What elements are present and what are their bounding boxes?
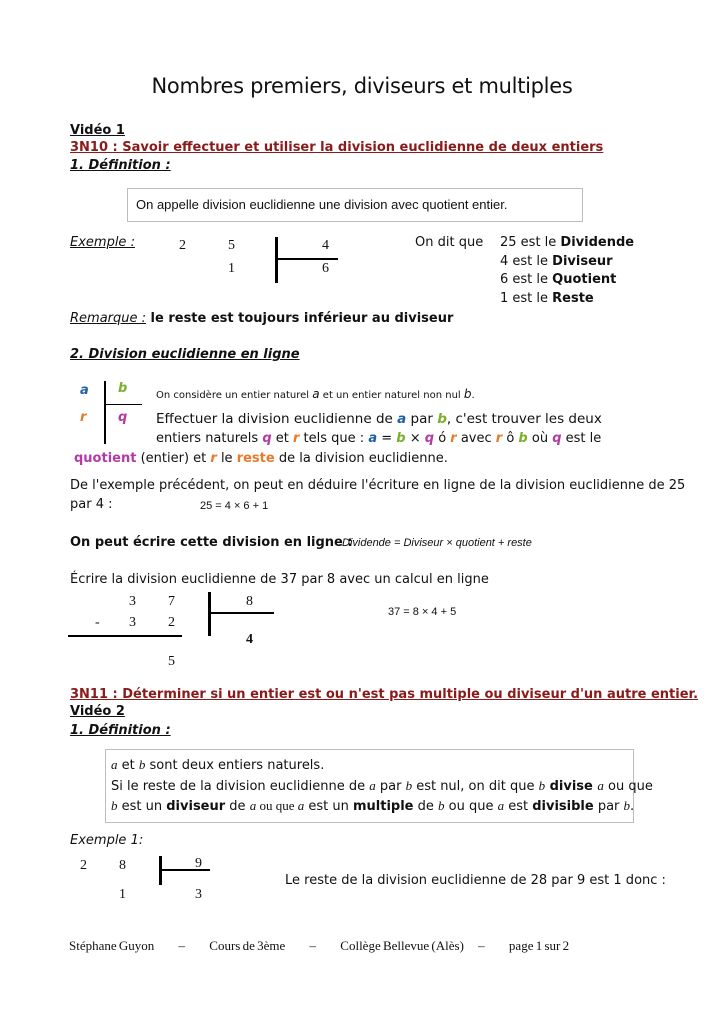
considere-text: On considère un entier naturel a et un entier naturel non nul b. bbox=[156, 387, 475, 401]
definition-box-2 bbox=[105, 749, 653, 823]
effectuer-line-3: quotient (entier) et r le reste de la division euclidienne. bbox=[74, 451, 448, 466]
divisor: 9 bbox=[195, 856, 202, 871]
term-reste: 1 est le Reste bbox=[500, 291, 594, 306]
dividend-digit: 3 bbox=[129, 594, 136, 609]
footer-course: Cours de 3ème bbox=[209, 938, 286, 953]
definition-text: On appelle division euclidienne une division avec quotient entier. bbox=[136, 197, 508, 212]
schema-bar-vertical bbox=[104, 381, 106, 444]
effectuer-line-1: Effectuer la division euclidienne de a par b, c'est trouver les deux bbox=[156, 411, 602, 427]
term-quotient: 6 est le Quotient bbox=[500, 272, 617, 287]
schema-b: b bbox=[118, 381, 128, 396]
objective-3n10-heading: 3N10 : Savoir effectuer et utiliser la division euclidienne de deux entiers bbox=[70, 140, 604, 155]
formula-25: 25 = 4 × 6 + 1 bbox=[200, 500, 269, 512]
footer-school: Collège Bellevue (Alès) bbox=[340, 938, 464, 953]
schema-bar-horizontal bbox=[105, 404, 142, 405]
page-title: Nombres premiers, diviseurs et multiples bbox=[151, 74, 573, 98]
subtrahend-digit: 3 bbox=[129, 615, 136, 630]
remainder: 1 bbox=[119, 887, 126, 902]
quotient: 4 bbox=[246, 632, 253, 647]
definition-heading-1: 1. Définition : bbox=[70, 158, 171, 173]
footer-separator: – bbox=[309, 938, 317, 953]
formula-37: 37 = 8 × 4 + 5 bbox=[388, 606, 457, 618]
term-diviseur: 4 est le Diviseur bbox=[500, 254, 613, 269]
objective-3n11-heading: 3N11 : Déterminer si un entier est ou n'est pas multiple ou diviseur d'un autre entier. bbox=[70, 687, 699, 702]
remarque-text: le reste est toujours inférieur au diviseur bbox=[146, 311, 454, 326]
def-line-2: Si le reste de la division euclidienne de a par b est nul, on dit que b divise a ou que bbox=[111, 778, 653, 794]
term-dividende: 25 est le Dividende bbox=[500, 235, 635, 250]
division-bar-horizontal bbox=[160, 869, 210, 871]
footer-author: Stéphane Guyon bbox=[69, 938, 155, 953]
video-1-label: Vidéo 1 bbox=[70, 123, 125, 138]
remarque bbox=[70, 311, 453, 326]
example-label: Exemple : bbox=[70, 235, 135, 250]
footer-separator: – bbox=[178, 938, 186, 953]
remarque-label: Remarque : bbox=[70, 311, 147, 326]
effectuer-line-2: entiers naturels q et r tels que : a = b × q ó r avec r ô b où q est le bbox=[156, 431, 602, 446]
subtraction-line bbox=[68, 635, 182, 637]
section-2-heading: 2. Division euclidienne en ligne bbox=[70, 347, 300, 362]
division-bar-vertical bbox=[275, 237, 278, 283]
definition-box bbox=[127, 188, 583, 222]
remainder: 1 bbox=[228, 261, 235, 276]
subtrahend-digit: 2 bbox=[168, 615, 175, 630]
footer-separator: – bbox=[478, 938, 485, 953]
remainder: 5 bbox=[168, 654, 175, 669]
schema-q: q bbox=[118, 410, 128, 425]
dividend-digit: 5 bbox=[228, 238, 235, 253]
division-bar-vertical bbox=[208, 592, 211, 636]
dividend-digit: 7 bbox=[168, 594, 175, 609]
divisor: 8 bbox=[246, 594, 253, 609]
quotient: 6 bbox=[322, 261, 329, 276]
schema-a: a bbox=[80, 383, 89, 398]
on-dit-que: On dit que bbox=[415, 235, 484, 250]
example-1-label: Exemple 1: bbox=[70, 833, 144, 848]
dividend-digit: 2 bbox=[80, 858, 87, 873]
division-bar-horizontal bbox=[276, 258, 338, 260]
deduire-line-1: De l'exemple précédent, on peut en déduire l'écriture en ligne de la division euclidienne de 25 bbox=[70, 478, 686, 493]
divisor: 4 bbox=[322, 238, 329, 253]
footer bbox=[69, 938, 569, 954]
deduire-line-2: par 4 : bbox=[70, 497, 113, 512]
general-formula: Dividende = Diviseur × quotient + reste bbox=[342, 537, 532, 549]
example-1-text: Le reste de la division euclidienne de 28 par 9 est 1 donc : bbox=[285, 873, 666, 888]
schema-r: r bbox=[80, 410, 87, 425]
definition-heading-2: 1. Définition : bbox=[70, 723, 171, 738]
peut-ecrire-label: On peut écrire cette division en ligne : bbox=[70, 535, 353, 550]
ecrire-37-instruction: Écrire la division euclidienne de 37 par 8 avec un calcul en ligne bbox=[70, 572, 489, 587]
dividend-digit: 2 bbox=[179, 238, 186, 253]
division-bar-horizontal bbox=[209, 612, 274, 614]
dividend-digit: 8 bbox=[119, 858, 126, 873]
minus-sign: - bbox=[95, 615, 100, 630]
footer-page: page 1 sur 2 bbox=[508, 938, 570, 953]
def-line-3: b est un diviseur de a ou que a est un multiple de b ou que a est divisible par b. bbox=[111, 798, 635, 814]
def-line-1: a et b sont deux entiers naturels. bbox=[111, 757, 325, 773]
quotient: 3 bbox=[195, 887, 202, 902]
video-2-label: Vidéo 2 bbox=[70, 704, 125, 719]
